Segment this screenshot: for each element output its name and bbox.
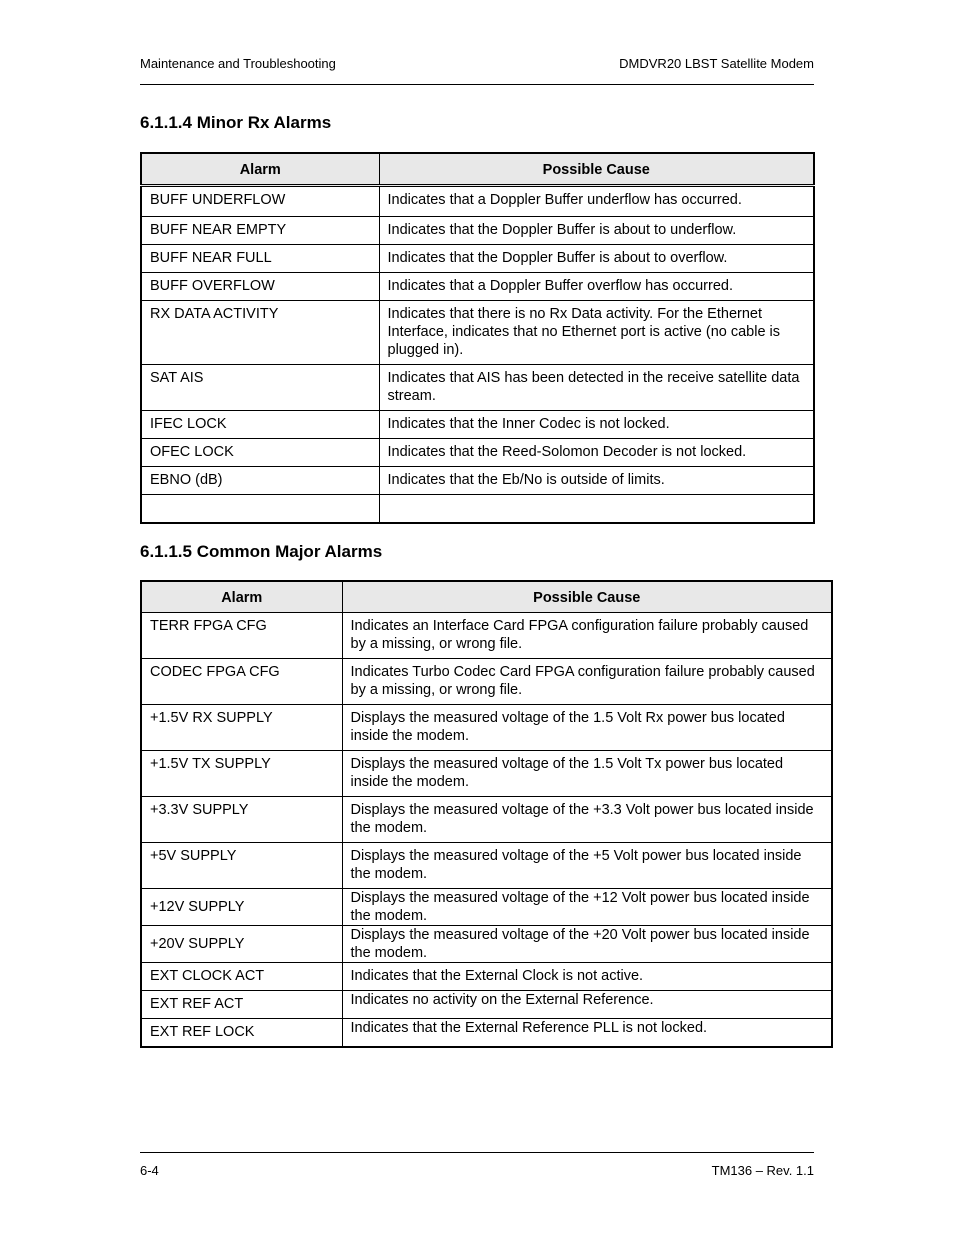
- cause-cell: Indicates an Interface Card FPGA configuration failure probably caused by a missing, or wrong file.: [342, 613, 832, 659]
- cause-cell: Indicates no activity on the External Reference.: [342, 991, 832, 1019]
- table-row: [141, 843, 832, 889]
- column-header-cause: Possible Cause: [379, 153, 814, 186]
- header-left: Maintenance and Troubleshooting: [140, 56, 336, 71]
- table-row: [141, 186, 814, 217]
- table-row: [141, 439, 814, 467]
- table-row: [141, 751, 832, 797]
- table-row: [141, 495, 814, 523]
- cause-cell: Indicates Turbo Codec Card FPGA configuration failure probably caused by a missing, or wrong file.: [342, 659, 832, 705]
- cause-cell: Indicates that the Reed-Solomon Decoder is not locked.: [379, 439, 814, 467]
- page-number: 6-4: [140, 1163, 159, 1178]
- common-major-alarms-table: [140, 580, 833, 1048]
- cause-cell: Indicates that the External Reference PLL is not locked.: [342, 1019, 832, 1047]
- cause-cell: Displays the measured voltage of the +12 Volt power bus located inside the modem.: [342, 889, 832, 926]
- table-row: [141, 467, 814, 495]
- cause-cell: Displays the measured voltage of the 1.5 Volt Rx power bus located inside the modem.: [342, 705, 832, 751]
- cause-cell: Indicates that the Doppler Buffer is about to overflow.: [379, 245, 814, 273]
- section-title-minor-rx-alarms: 6.1.1.4 Minor Rx Alarms: [140, 113, 332, 132]
- alarm-cell: RX DATA ACTIVITY: [141, 301, 379, 365]
- header-right: DMDVR20 LBST Satellite Modem: [619, 56, 814, 71]
- cause-cell: Displays the measured voltage of the 1.5 Volt Tx power bus located inside the modem.: [342, 751, 832, 797]
- alarm-cell: EXT REF ACT: [141, 991, 342, 1019]
- cause-cell: Indicates that the Eb/No is outside of limits.: [379, 467, 814, 495]
- table-row: [141, 926, 832, 963]
- table-row: [141, 1019, 832, 1047]
- column-header-alarm: Alarm: [141, 153, 379, 186]
- alarm-cell: CODEC FPGA CFG: [141, 659, 342, 705]
- cause-cell: Indicates that AIS has been detected in the receive satellite data stream.: [379, 365, 814, 411]
- table-row: [141, 889, 832, 926]
- alarm-cell: [141, 495, 379, 523]
- table-row: [141, 659, 832, 705]
- alarm-cell: +20V SUPPLY: [141, 926, 342, 963]
- alarm-cell: +5V SUPPLY: [141, 843, 342, 889]
- table-row: [141, 245, 814, 273]
- alarm-cell: SAT AIS: [141, 365, 379, 411]
- alarm-cell: TERR FPGA CFG: [141, 613, 342, 659]
- cause-cell: Displays the measured voltage of the +5 Volt power bus located inside the modem.: [342, 843, 832, 889]
- table-row: [141, 705, 832, 751]
- cause-cell: Indicates that the External Clock is not active.: [342, 963, 832, 991]
- alarm-cell: OFEC LOCK: [141, 439, 379, 467]
- alarm-cell: BUFF NEAR EMPTY: [141, 217, 379, 245]
- alarm-cell: EXT CLOCK ACT: [141, 963, 342, 991]
- table-row: [141, 273, 814, 301]
- alarm-cell: +1.5V RX SUPPLY: [141, 705, 342, 751]
- table-header-row: [141, 581, 832, 613]
- page-footer: [140, 1152, 814, 1183]
- page-header: [140, 56, 814, 85]
- cause-cell: Indicates that the Doppler Buffer is about to underflow.: [379, 217, 814, 245]
- column-header-alarm: Alarm: [141, 581, 342, 613]
- table-row: [141, 217, 814, 245]
- cause-cell: [379, 495, 814, 523]
- cause-cell: Indicates that the Inner Codec is not locked.: [379, 411, 814, 439]
- cause-cell: Displays the measured voltage of the +20 Volt power bus located inside the modem.: [342, 926, 832, 963]
- alarm-cell: EXT REF LOCK: [141, 1019, 342, 1047]
- table-row: [141, 411, 814, 439]
- table-row: [141, 991, 832, 1019]
- alarm-cell: EBNO (dB): [141, 467, 379, 495]
- alarm-cell: +3.3V SUPPLY: [141, 797, 342, 843]
- table-row: [141, 365, 814, 411]
- table-header-row: [141, 153, 814, 186]
- alarm-cell: +12V SUPPLY: [141, 889, 342, 926]
- document-revision: TM136 – Rev. 1.1: [711, 1163, 814, 1178]
- cause-cell: Indicates that a Doppler Buffer overflow has occurred.: [379, 273, 814, 301]
- table-row: [141, 963, 832, 991]
- cause-cell: Displays the measured voltage of the +3.3 Volt power bus located inside the modem.: [342, 797, 832, 843]
- table-row: [141, 797, 832, 843]
- column-header-cause: Possible Cause: [342, 581, 832, 613]
- alarm-cell: BUFF OVERFLOW: [141, 273, 379, 301]
- alarm-cell: BUFF UNDERFLOW: [141, 186, 379, 217]
- table-row: [141, 613, 832, 659]
- cause-cell: Indicates that there is no Rx Data activity. For the Ethernet Interface, indicates that no Ethernet port is active (no cable is plugged in).: [379, 301, 814, 365]
- alarm-cell: IFEC LOCK: [141, 411, 379, 439]
- alarm-cell: +1.5V TX SUPPLY: [141, 751, 342, 797]
- table-row: [141, 301, 814, 365]
- alarm-cell: BUFF NEAR FULL: [141, 245, 379, 273]
- minor-rx-alarms-table: [140, 152, 815, 524]
- cause-cell: Indicates that a Doppler Buffer underflow has occurred.: [379, 186, 814, 217]
- section-title-common-major-alarms: 6.1.1.5 Common Major Alarms: [140, 542, 383, 561]
